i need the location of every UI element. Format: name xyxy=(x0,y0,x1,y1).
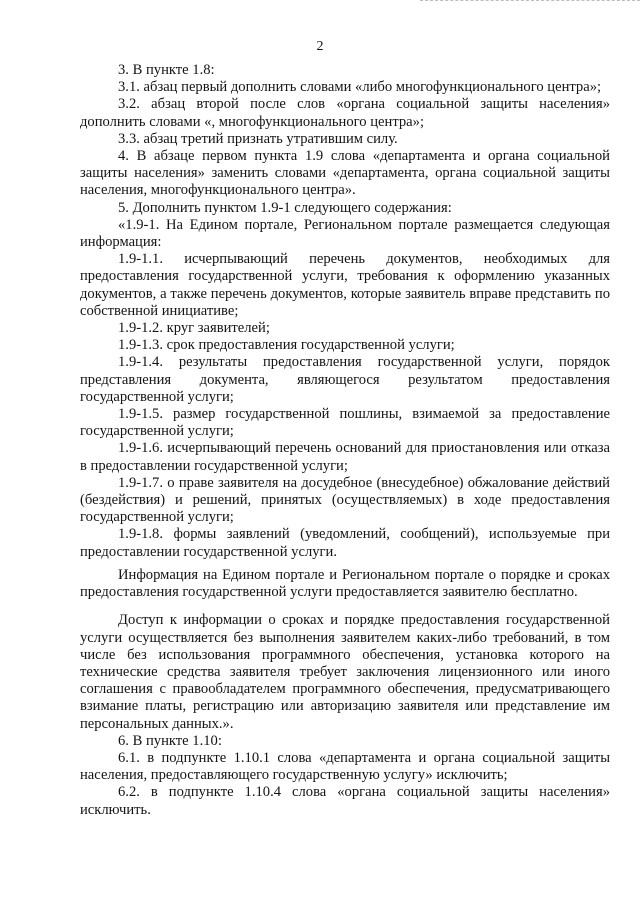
paragraph-3-2: 3.2. абзац второй после слов «органа социальной защиты населения» дополнить словами «, многофункционального центра»; xyxy=(80,96,610,130)
paragraph-access-info: Доступ к информации о сроках и порядке предоставления государственной услуги осуществляется без выполнения заявителем каких-либо требований, в том числе без использования программного обеспечения, установка которого на технические средства заявителя требует заключения лицензионного или иного соглашения с правообладателем программного обеспечения, предусматривающего взимание платы, регистрацию или авторизацию заявителя или представление им персональных данных.». xyxy=(80,612,610,732)
paragraph-6-1: 6.1. в подпункте 1.10.1 слова «департамента и органа социальной защиты населения, предоставляющего государственную услугу» исключить; xyxy=(80,749,610,784)
paragraph-1-9-1: «1.9-1. На Едином портале, Региональном портале размещается следующая информация: xyxy=(80,216,610,251)
paragraph-3-1: 3.1. абзац первый дополнить словами «либо многофункционального центра»; xyxy=(118,79,602,96)
paragraph-5: 5. Дополнить пунктом 1.9-1 следующего содержания: xyxy=(118,199,452,216)
paragraph-1-9-1-6: 1.9-1.6. исчерпывающий перечень оснований для приостановления или отказа в предоставлении государственной услуги; xyxy=(80,440,610,474)
paragraph-6: 6. В пункте 1.10: xyxy=(118,732,222,749)
paragraph-3-3: 3.3. абзац третий признать утратившим силу. xyxy=(118,130,398,147)
page-number: 2 xyxy=(316,39,324,54)
paragraph-3: 3. В пункте 1.8: xyxy=(118,62,215,78)
paragraph-6-2: 6.2. в подпункте 1.10.4 слова «органа социальной защиты населения» исключить. xyxy=(80,784,610,818)
paragraph-4: 4. В абзаце первом пункта 1.9 слова «департамента и органа социальной защиты населения» заменить словами «департамента, органа социальной защиты населения, многофункционального центра». xyxy=(80,148,610,199)
paragraph-1-9-1-7: 1.9-1.7. о праве заявителя на досудебное (внесудебное) обжалование действий (бездействия) и решений, принятых (осуществляемых) в ходе предоставления государственной услуги; xyxy=(80,474,610,526)
paragraph-1-9-1-3: 1.9-1.3. срок предоставления государственной услуги; xyxy=(118,337,455,354)
paragraph-1-9-1-8: 1.9-1.8. формы заявлений (уведомлений, сообщений), используемые при предоставлении государственной услуги. xyxy=(80,526,610,560)
document-body xyxy=(80,62,610,819)
scan-edge-line xyxy=(420,0,640,2)
paragraph-info-free: Информация на Едином портале и Региональном портале о порядке и сроках предоставления государственной услуги предоставляется заявителю бесплатно. xyxy=(80,566,610,601)
paragraph-1-9-1-4: 1.9-1.4. результаты предоставления государственной услуги, порядок представления документа, являющегося результатом предоставления государственной услуги; xyxy=(80,354,610,405)
paragraph-1-9-1-1: 1.9-1.1. исчерпывающий перечень документов, необходимых для предоставления государственной услуги, требования к оформлению указанных документов, а также перечень документов, которые заявитель вправе представить по собственной инициативе; xyxy=(80,251,610,319)
paragraph-1-9-1-2: 1.9-1.2. круг заявителей; xyxy=(118,320,270,337)
paragraph-1-9-1-5: 1.9-1.5. размер государственной пошлины, взимаемой за предоставление государственной услуги; xyxy=(80,406,610,440)
